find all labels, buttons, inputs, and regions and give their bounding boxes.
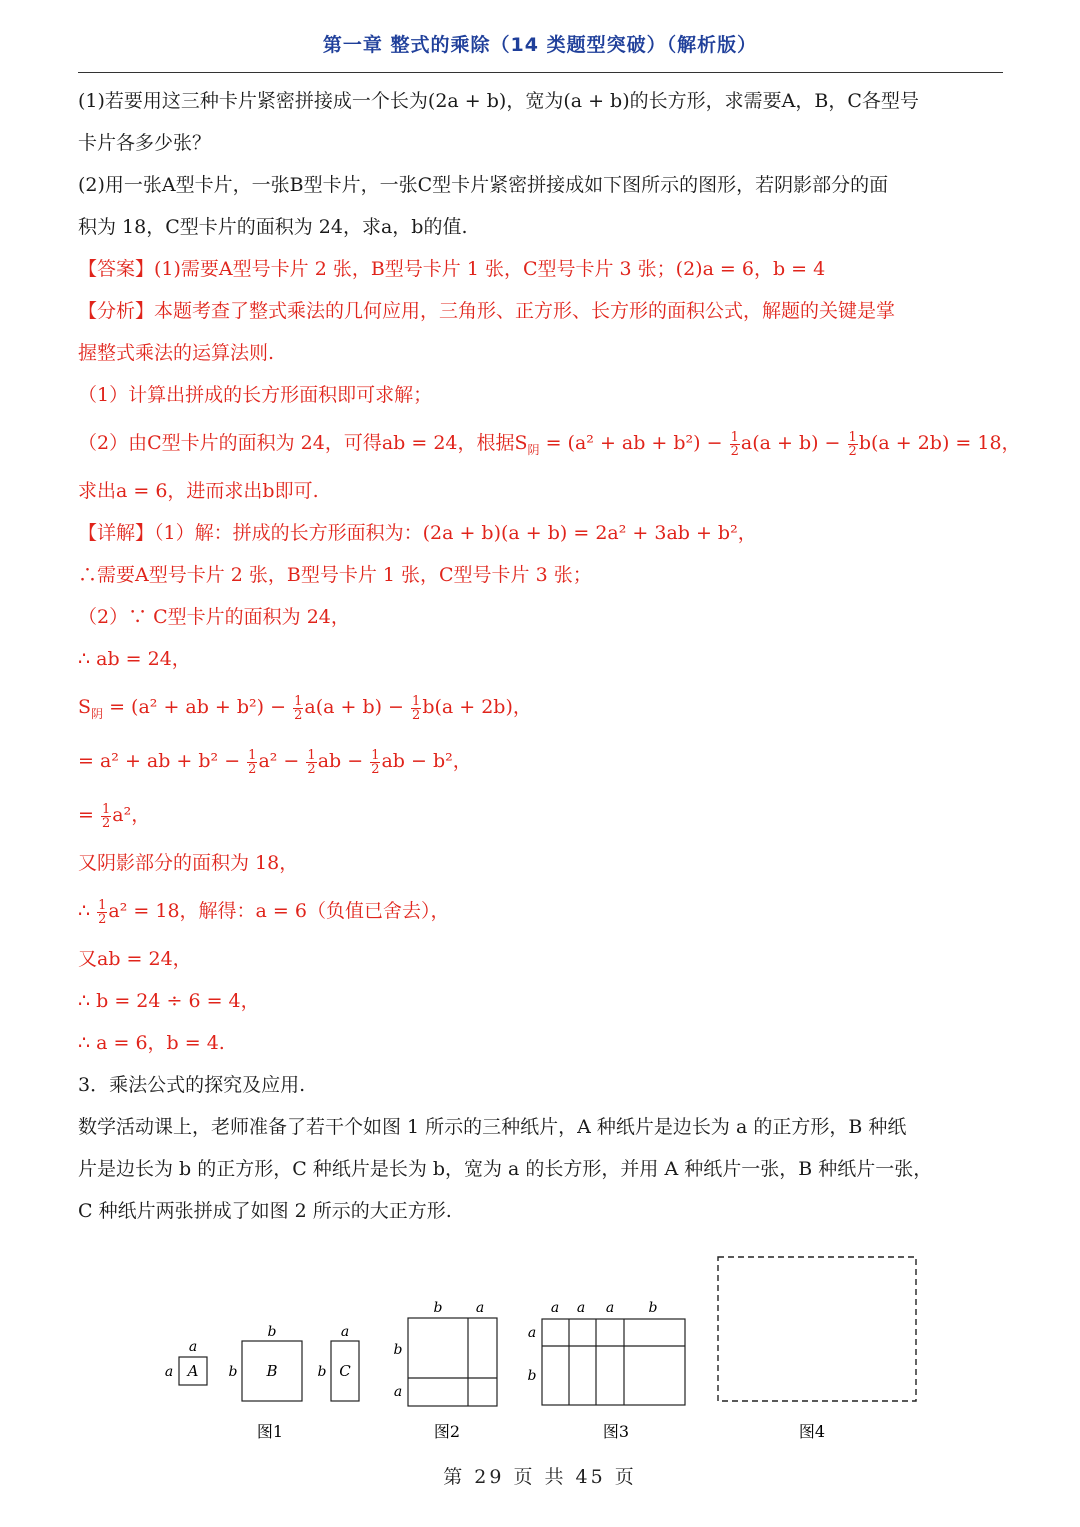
fig2-caption: 图2 [433,1422,461,1441]
fig2-group [394,1300,497,1406]
card-C-top-label: a [340,1324,350,1340]
problem3-para-line3: C 种纸片两张拼成了如图 2 所示的大正方形. [78,1200,452,1222]
detail-l9-a: ∴ [78,900,97,922]
frac-den: 2 [848,443,857,459]
frac-num: 1 [98,897,107,913]
detail-line8: 又阴影部分的面积为 18， [78,852,299,874]
fig4-caption: 图4 [798,1422,826,1441]
fig2-side-a: a [393,1384,403,1400]
frac-den: 2 [307,761,316,777]
fig2-top-a: a [475,1300,485,1316]
frac-den: 2 [412,707,421,723]
analysis-line5: 求出a = 6，进而求出b即可. [78,480,319,502]
card-C-side-label: b [317,1364,327,1380]
detail-l5-b: a(a + b) − [304,696,411,718]
answer-label: 【答案】 [78,258,155,280]
frac-den: 2 [371,761,380,777]
fraction-half [247,749,257,776]
detail-line3: （2）∵ C型卡片的面积为 24， [78,606,350,628]
fraction-half [730,431,740,458]
frac-num: 1 [730,429,739,445]
fig3-top-a3: a [605,1300,615,1316]
detail-text-1: （1）解：拼成的长方形面积为：(2a + b)(a + b) = 2a² + 3ab + b²， [154,522,757,544]
answer-line [78,248,1003,290]
detail-line11: ∴ b = 24 ÷ 6 = 4， [78,990,260,1012]
analysis-line4-c: b(a + 2b) = 18， [858,432,1021,454]
detail-l6-c: ab − [317,750,370,772]
frac-den: 2 [248,761,257,777]
detail-l5-a: = (a² + ab + b²) − [103,696,293,718]
card-C-label: C [339,1362,351,1380]
analysis-line3: （1）计算出拼成的长方形面积即可求解； [78,384,433,406]
figures-svg [150,1255,930,1445]
frac-num: 1 [307,747,316,763]
analysis-line4 [78,416,1021,470]
question-part1-line1: (1)若要用这三种卡片紧密拼接成一个长为(2a + b)，宽为(a + b)的长方形，求需要A，B，C各型号 [78,90,919,112]
page-header-title: 第一章 整式的乘除（14 类题型突破）（解析版） [322,34,758,56]
frac-den: 2 [98,911,107,927]
frac-den: 2 [730,443,739,459]
detail-line10: 又ab = 24， [78,948,192,970]
problem3-title: 3．乘法公式的探究及应用. [78,1074,306,1096]
card-A-label: A [187,1362,199,1380]
analysis-line4-sub: 阴 [527,442,540,457]
fraction-half [411,695,421,722]
card-B-label: B [266,1362,278,1380]
problem3-para-line2: 片是边长为 b 的正方形，C 种纸片是长为 b，宽为 a 的长方形，并用 A 种纸片一张，B 种纸片一张， [78,1158,933,1180]
analysis-label: 【分析】 [78,300,155,322]
fraction-half [848,431,858,458]
fig3-caption: 图3 [602,1422,630,1441]
card-B-top-label: b [267,1324,277,1340]
detail-l5-c: b(a + 2b)， [422,696,532,718]
detail-line6 [78,734,1003,788]
detail-l6-b: a² − [258,750,306,772]
fig1-caption: 图1 [256,1422,284,1441]
fraction-half [101,803,111,830]
fraction-half [97,899,107,926]
frac-num: 1 [412,693,421,709]
frac-num: 1 [101,801,111,817]
card-B-side-label: b [228,1364,238,1380]
fig3-top-b: b [648,1300,658,1316]
fraction-half [293,695,303,722]
detail-l7-a: = [78,804,100,826]
analysis-line4-b: a(a + b) − [740,432,847,454]
card-A-side-label: a [164,1364,174,1380]
fig3-side-b: b [527,1368,537,1384]
analysis-line1 [78,290,1003,332]
header-divider [78,72,1003,73]
detail-line12: ∴ a = 6，b = 4. [78,1032,225,1054]
frac-num: 1 [294,693,303,709]
frac-den: 2 [101,815,111,831]
detail-line4: ∴ ab = 24， [78,648,191,670]
fig2-top-b: b [433,1300,443,1316]
fig3-group [528,1300,685,1405]
detail-line2: ∴需要A型号卡片 2 张，B型号卡片 1 张，C型号卡片 3 张； [78,564,592,586]
analysis-text-1: 本题考查了整式乘法的几何应用，三角形、正方形、长方形的面积公式，解题的关键是掌 [154,300,896,322]
fraction-half [370,749,380,776]
detail-l7-b: a²， [112,804,151,826]
detail-line7 [78,788,1003,842]
fig1-group [165,1324,359,1401]
detail-label: 【详解】 [78,522,155,544]
question-part1-line2: 卡片各多少张？ [78,132,212,154]
analysis-line2: 握整式乘法的运算法则. [78,342,275,364]
frac-num: 1 [848,429,857,445]
detail-l6-d: ab − b²， [381,750,472,772]
frac-den: 2 [294,707,303,723]
fig4-dashed-box [718,1257,916,1401]
question-part2-line1: (2)用一张A型卡片，一张B型卡片，一张C型卡片紧密拼接成如下图所示的图形，若阴影部分的面 [78,174,889,196]
frac-num: 1 [248,747,257,763]
detail-l6-a: = a² + ab + b² − [78,750,247,772]
analysis-line4-pre: （2）由C型卡片的面积为 24，可得ab = 24，根据S [78,432,528,454]
fig3-side-a: a [527,1325,537,1341]
detail-line5 [78,680,1003,734]
detail-l5-sub: 阴 [91,706,104,721]
fig3-outer-rect [542,1319,685,1405]
figure-row [150,1255,930,1445]
card-A-top-label: a [188,1339,198,1355]
fraction-half [306,749,316,776]
fig3-top-a2: a [576,1300,586,1316]
analysis-line4-a: = (a² + ab + b²) − [539,432,729,454]
page-content [78,80,1021,1232]
frac-num: 1 [371,747,380,763]
problem3-para-line1: 数学活动课上，老师准备了若干个如图 1 所示的三种纸片，A 种纸片是边长为 a 的正方形，B 种纸 [78,1116,907,1138]
fig2-side-b: b [393,1342,403,1358]
detail-l5-pre: S [78,696,92,718]
fig2-outer-square [408,1318,497,1406]
detail-l9-b: a² = 18，解得：a = 6（负值已舍去）， [108,900,450,922]
question-part2-line2: 积为 18，C型卡片的面积为 24，求a，b的值. [78,216,468,238]
fig3-top-a1: a [550,1300,560,1316]
answer-text: (1)需要A型号卡片 2 张，B型号卡片 1 张，C型号卡片 3 张；(2)a = 6，b = 4 [154,258,826,280]
page-footer: 第 29 页 共 45 页 [443,1466,637,1488]
detail-line1 [78,512,1003,554]
detail-line9 [78,884,1003,938]
